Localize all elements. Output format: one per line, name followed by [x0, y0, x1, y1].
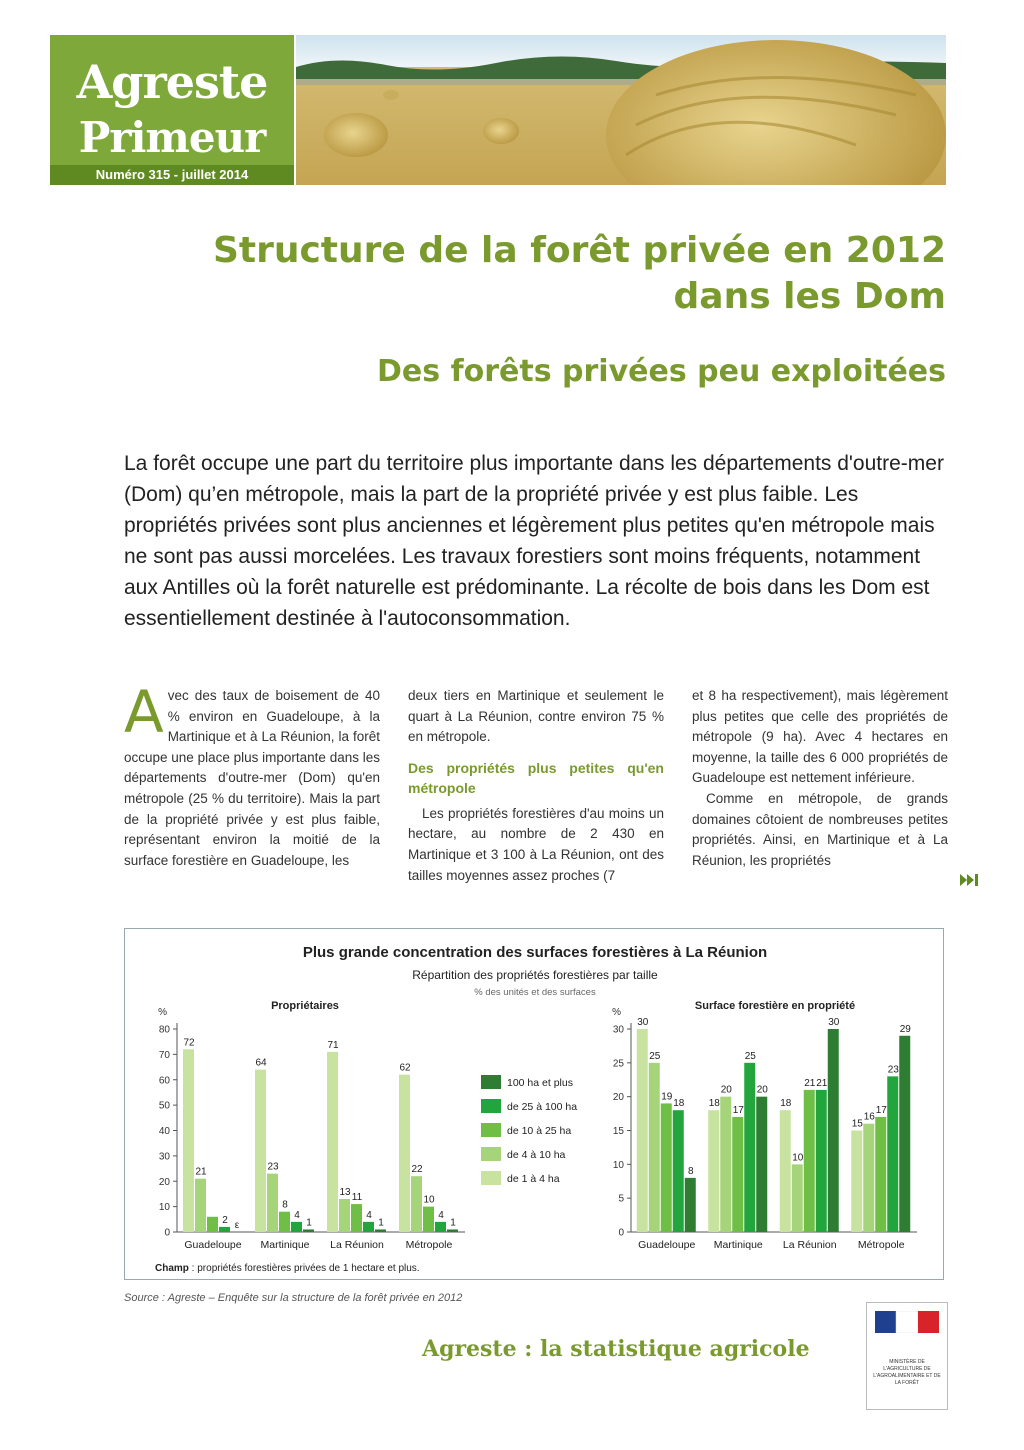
legend-label: de 1 à 4 ha — [507, 1173, 560, 1185]
bar — [435, 1222, 446, 1232]
data-label: 10 — [423, 1194, 435, 1206]
footer-tagline: Agreste : la statistique agricole — [422, 1336, 810, 1362]
bar — [708, 1110, 719, 1232]
logo-primeur-text: Primeur — [78, 113, 266, 162]
bar — [423, 1207, 434, 1232]
bar — [732, 1117, 743, 1232]
y-axis-unit: % — [612, 1007, 621, 1018]
bar — [327, 1052, 338, 1232]
data-label: 4 — [438, 1209, 444, 1221]
bar — [219, 1227, 230, 1232]
col1-paragraph: vec des taux de boisement de 40 % environ en Guadeloupe, à la Martinique et à La Réunion, la forêt occupe une place plus importante dans les départements d'outre-mer (Dom) qu'en métropole (25 % du territoire). Mais la part de la propriété privée y est plus faible, représentant environ la moitié de la surface forestière en Guadeloupe, les — [124, 688, 380, 868]
data-label: 1 — [378, 1217, 384, 1229]
y-tick-label: 80 — [158, 1024, 170, 1036]
legend-swatch — [481, 1147, 501, 1161]
data-label: 20 — [756, 1084, 768, 1096]
page-title-line1: Structure de la forêt privée en 2012 — [212, 230, 946, 271]
bar — [375, 1229, 386, 1232]
body-column-3 — [692, 686, 948, 871]
bar — [637, 1029, 648, 1232]
y-tick-label: 20 — [612, 1092, 624, 1104]
chart-frame — [124, 928, 944, 1280]
bar — [255, 1070, 266, 1232]
data-label: 18 — [673, 1098, 685, 1110]
x-tick-label: Métropole — [857, 1239, 905, 1251]
bar — [183, 1049, 194, 1232]
y-tick-label: 10 — [158, 1202, 170, 1214]
bar — [363, 1222, 374, 1232]
data-label: 4 — [366, 1209, 372, 1221]
y-tick-label: 50 — [158, 1100, 170, 1112]
x-tick-label: La Réunion — [782, 1239, 837, 1251]
data-label: 19 — [661, 1091, 673, 1103]
data-label: 23 — [887, 1064, 899, 1076]
bar — [267, 1174, 278, 1232]
data-label: 30 — [828, 1017, 840, 1028]
data-label: 17 — [875, 1104, 887, 1116]
data-label: 1 — [306, 1217, 312, 1229]
data-label: 25 — [744, 1050, 756, 1062]
y-tick-label: 10 — [612, 1159, 624, 1171]
y-tick-label: 40 — [158, 1126, 170, 1137]
y-tick-label: 15 — [612, 1126, 624, 1137]
data-label: 23 — [267, 1161, 279, 1173]
data-label: 64 — [255, 1057, 267, 1069]
x-tick-label: Guadeloupe — [638, 1239, 696, 1251]
fast-forward-icon[interactable] — [960, 872, 982, 888]
champ-label: Champ — [155, 1263, 189, 1274]
data-label: 21 — [816, 1077, 828, 1089]
data-label: 18 — [708, 1098, 720, 1110]
col3-paragraph-1: et 8 ha respectivement), mais légèrement plus petites que celle des propriétés de métropole (9 ha). Avec 4 hectares en moyenne, la taille des 6 000 propriétés de Guadeloupe est nettement inférieure. — [692, 688, 948, 786]
bar — [291, 1222, 302, 1232]
lead-paragraph: La forêt occupe une part du territoire plus importante dans les départements d'outre-mer (Dom) qu’en métropole, mais la part de la propriété privée y est plus faible. Les propriétés privées sont plus anciennes et légèrement plus petites qu'en métropole mais ne sont pas aussi morcelées. Les travaux forestiers sont moins fréquents, notamment aux Antilles où la forêt naturelle est prédominante. La récolte de bois dans les Dom est essentiellement destinée à l'autoconsommation. — [124, 452, 944, 630]
logo-agreste-text: Agreste — [76, 55, 268, 109]
x-tick-label: Martinique — [713, 1239, 763, 1251]
data-label: 11 — [351, 1192, 363, 1204]
col3-paragraph-2: Comme en métropole, de grands domaines côtoient de nombreuses petites propriétés. Ainsi, en Martinique et à La Réunion, les propriétés — [692, 790, 948, 868]
legend-swatch — [481, 1123, 501, 1137]
data-label: 29 — [899, 1023, 911, 1035]
drop-cap: A — [124, 678, 164, 746]
bar — [351, 1204, 362, 1232]
legend-swatch — [481, 1075, 501, 1089]
chart-title: Plus grande concentration des surfaces forestières à La Réunion — [302, 944, 768, 961]
section-heading: Des propriétés plus petites qu'en métropole — [408, 759, 664, 796]
data-label: 22 — [411, 1164, 423, 1176]
data-label: 20 — [720, 1084, 732, 1096]
bar — [195, 1179, 206, 1232]
body-column-2 — [408, 686, 664, 886]
bar-chart — [125, 929, 945, 1281]
bar — [303, 1229, 314, 1232]
bar — [411, 1176, 422, 1232]
data-label: 17 — [732, 1104, 744, 1116]
data-label: 2 — [222, 1214, 228, 1226]
issue-number: Numéro 315 - juillet 2014 — [50, 165, 294, 185]
y-tick-label: 30 — [158, 1151, 170, 1163]
hay-bales-field-photo — [296, 35, 946, 185]
data-label: 16 — [863, 1111, 875, 1123]
bar — [792, 1164, 803, 1232]
bar — [851, 1131, 862, 1233]
data-label: ε — [234, 1220, 240, 1231]
legend-swatch — [481, 1171, 501, 1185]
republique-francaise-logo — [875, 1311, 939, 1333]
bar — [673, 1110, 684, 1232]
data-label: 21 — [195, 1166, 207, 1178]
data-label: 8 — [687, 1165, 694, 1177]
chart-subtitle: Répartition des propriétés forestières par taille — [412, 968, 658, 982]
page-subtitle: Des forêts privées peu exploitées — [377, 354, 946, 389]
ministry-name: MINISTÈRE DE L'AGRICULTURE DE L'AGROALIMENTAIRE ET DE LA FORÊT — [873, 1359, 941, 1386]
legend-swatch — [481, 1099, 501, 1113]
bar — [756, 1097, 767, 1232]
bar — [887, 1076, 898, 1232]
bar — [399, 1075, 410, 1232]
y-axis-unit: % — [158, 1007, 167, 1018]
y-tick-label: 0 — [618, 1227, 624, 1239]
bar — [447, 1229, 458, 1232]
legend-label: 100 ha et plus — [507, 1077, 573, 1089]
col2-paragraph-1: deux tiers en Martinique et seulement le quart à La Réunion, contre environ 75 % en métropole. — [408, 688, 664, 745]
bar — [863, 1124, 874, 1232]
champ-text: : propriétés forestières privées de 1 hectare et plus. — [188, 1263, 420, 1274]
bar — [744, 1063, 755, 1232]
data-label: 62 — [399, 1062, 411, 1074]
bar — [339, 1199, 350, 1232]
y-tick-label: 25 — [612, 1058, 624, 1070]
data-label: 18 — [780, 1098, 792, 1110]
y-tick-label: 30 — [612, 1024, 624, 1036]
champ-note — [155, 1263, 420, 1274]
bar — [649, 1063, 660, 1232]
x-tick-label: Métropole — [405, 1239, 453, 1251]
col2-paragraph-2: Les propriétés forestières d'au moins un hectare, au nombre de 2 430 en Martinique et 3 100 à La Réunion, ont des tailles moyennes assez proches (7 — [408, 805, 664, 883]
data-label: 8 — [282, 1199, 288, 1211]
data-label: 30 — [637, 1017, 649, 1028]
bar — [685, 1178, 696, 1232]
panel-title: Surface forestière en propriété — [694, 1000, 856, 1012]
x-tick-label: Guadeloupe — [184, 1239, 242, 1251]
bar — [780, 1110, 791, 1232]
body-column-1 — [124, 678, 380, 871]
data-label: 71 — [327, 1039, 339, 1051]
bar — [875, 1117, 886, 1232]
data-label: 4 — [294, 1209, 300, 1221]
data-label: 21 — [804, 1077, 816, 1089]
chart-unit-note: % des unités et des surfaces — [474, 987, 596, 998]
x-tick-label: La Réunion — [330, 1239, 384, 1251]
data-label: 72 — [183, 1037, 195, 1049]
legend-label: de 4 à 10 ha — [507, 1149, 566, 1161]
legend-label: de 25 à 100 ha — [507, 1101, 578, 1113]
bar — [207, 1217, 218, 1232]
bar — [804, 1090, 815, 1232]
bar — [828, 1029, 839, 1232]
data-label: 15 — [851, 1118, 863, 1130]
data-label: 10 — [792, 1152, 804, 1164]
panel-title: Propriétaires — [271, 1000, 339, 1012]
legend-label: de 10 à 25 ha — [507, 1125, 572, 1137]
y-tick-label: 60 — [158, 1075, 170, 1087]
bar — [279, 1212, 290, 1232]
y-tick-label: 20 — [158, 1176, 170, 1188]
data-label: 1 — [450, 1217, 456, 1229]
page-title-line2: dans les Dom — [673, 276, 946, 317]
bar — [899, 1036, 910, 1232]
data-label: 25 — [649, 1050, 661, 1062]
data-label: 13 — [339, 1187, 351, 1199]
agreste-primeur-logo — [50, 35, 294, 185]
bar — [661, 1103, 672, 1232]
x-tick-label: Martinique — [260, 1239, 310, 1251]
y-tick-label: 0 — [164, 1227, 170, 1239]
bar — [720, 1097, 731, 1232]
ministry-logo — [866, 1302, 948, 1410]
y-tick-label: 70 — [158, 1049, 170, 1061]
source-note: Source : Agreste – Enquête sur la structure de la forêt privée en 2012 — [124, 1292, 463, 1304]
bar — [816, 1090, 827, 1232]
y-tick-label: 5 — [618, 1193, 624, 1205]
